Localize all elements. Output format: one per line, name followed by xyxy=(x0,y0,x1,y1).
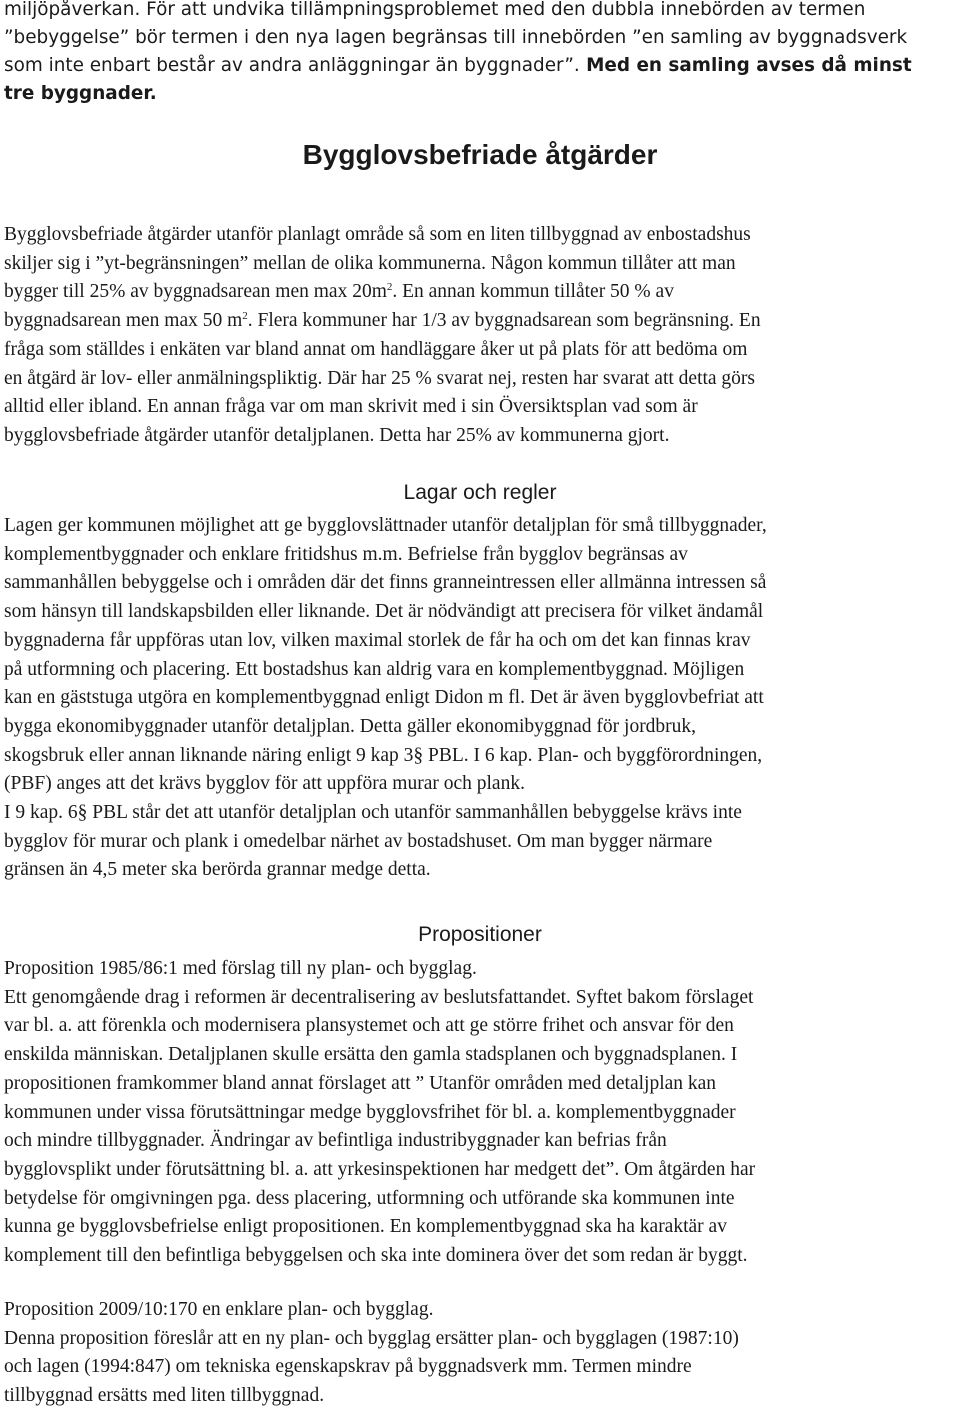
s2-line-1: Lagen ger kommunen möjlighet att ge bygglovslättnader utanför detaljplan för små tillbyggnader, xyxy=(4,515,767,536)
p1-line-6: kommunen under vissa förutsättningar medge bygglovsfrihet för bl. a. komplementbyggnader xyxy=(4,1101,736,1123)
s1-line-2b: Någon kommun tillåter att man xyxy=(485,252,736,274)
s1-superscript-2: 2 xyxy=(242,310,248,323)
s2-line-11: I 9 kap. 6§ PBL står det att utanför detaljplan och utanför sammanhållen bebyggelse krävs inte xyxy=(4,802,742,824)
s2-line-9: skogsbruk eller annan liknande näring enligt 9 kap 3§ PBL. I 6 kap. Plan- och byggförordningen, xyxy=(4,744,763,766)
s1-line-3a: bygger till 25% av byggnadsarean men max 20m xyxy=(4,281,387,303)
s2-line-13: gränsen än 4,5 meter ska berörda grannar medge detta. xyxy=(4,859,431,881)
s1-line-2 xyxy=(4,250,956,279)
s1-line-4a: byggnadsarean men max 50 m xyxy=(4,310,243,332)
s1-line-6: en åtgärd är lov- eller anmälningspliktig. Där har 25 % svarat nej, resten har svarat att detta görs xyxy=(4,367,756,389)
intro-line-3-bold: Med en samling avses då minst xyxy=(579,55,912,76)
p1-line-10: kunna ge bygglovsbefrielse enligt propositionen. En komplementbyggnad ska ha karaktär av xyxy=(4,1216,727,1238)
section-heading-propositioner: Propositioner xyxy=(418,923,542,946)
section-heading-bygglovsbefriade: Bygglovsbefriade åtgärder xyxy=(302,139,658,170)
s1-line-4 xyxy=(4,307,956,336)
intro-line-2: ”bebyggelse” bör termen i den nya lagen begränsas till innebörden ”en samling av byggnadsverk xyxy=(4,27,908,48)
s2-line-7: kan en gäststuga utgöra en komplementbyggnad enligt Didon m fl. Det är även bygglovbefriat att xyxy=(4,687,764,709)
intro-line-1: miljöpåverkan. För att undvika tillämpningsproblemet med den dubbla innebörden av termen xyxy=(4,0,866,20)
s1-line-8: bygglovsbefriade åtgärder utanför detaljplanen. Detta har 25% av kommunerna gjort. xyxy=(4,424,670,446)
s1-line-2a: skiljer sig i ”yt-begränsningen” mellan de olika kommunerna. xyxy=(4,252,486,274)
p2-line-3: och lagen (1994:847) om tekniska egenskapskrav på byggnadsverk mm. Termen mindre xyxy=(4,1356,692,1378)
proposition-1985-paragraph xyxy=(4,955,956,1271)
section2-paragraph xyxy=(4,512,956,885)
section1-paragraph xyxy=(4,221,956,451)
intro-line-3 xyxy=(4,52,956,80)
p1-line-9: betydelse för omgivningen pga. dess placering, utformning och utförande ska kommunen inte xyxy=(4,1187,735,1209)
intro-line-4: tre byggnader. xyxy=(4,83,157,104)
s1-line-5: fråga som ställdes i enkäten var bland annat om handläggare åker ut på plats för att bedöma om xyxy=(4,338,748,360)
p1-line-3: var bl. a. att förenkla och modernisera plansystemet och att ge större frihet och ansvar för den xyxy=(4,1015,734,1037)
s1-line-1: Bygglovsbefriade åtgärder utanför planlagt område så som en liten tillbyggnad av enbostadshus xyxy=(4,224,751,245)
intro-paragraph xyxy=(4,0,956,108)
s2-line-8: bygga ekonomibyggnader utanför detaljplan. Detta gäller ekonomibyggnad för jordbruk, xyxy=(4,715,697,737)
s2-line-4: som hänsyn till landskapsbilden eller liknande. Det är nödvändigt att precisera för vilket ändamål xyxy=(4,601,764,623)
section-heading-lagar-och-regler: Lagar och regler xyxy=(403,481,557,504)
s1-line-4b: . Flera kommuner har 1/3 av byggnadsarean som begränsning. En xyxy=(247,310,761,332)
p2-line-2: Denna proposition föreslår att en ny plan- och bygglag ersätter plan- och bygglagen (1987:10) xyxy=(4,1327,739,1349)
s1-line-7: alltid eller ibland. En annan fråga var om man skrivit med i sin Översiktsplan vad som är xyxy=(4,396,698,418)
s1-line-3b: . En annan kommun tillåter 50 % av xyxy=(392,281,674,303)
p1-line-1: Proposition 1985/86:1 med förslag till ny plan- och bygglag. xyxy=(4,958,477,979)
s2-line-6: på utformning och placering. Ett bostadshus kan aldrig vara en komplementbyggnad. Möjligen xyxy=(4,658,745,680)
intro-line-3-text: som inte enbart består av andra anläggningar än byggnader”. xyxy=(4,55,580,76)
p1-line-5: propositionen framkommer bland annat förslaget att ” Utanför områden med detaljplan kan xyxy=(4,1072,717,1094)
proposition-2009-paragraph xyxy=(4,1296,956,1411)
s2-line-3: sammanhållen bebyggelse och i områden där det finns granneintressen eller allmänna intressen så xyxy=(4,572,767,594)
s1-line-3 xyxy=(4,278,956,307)
p1-line-7: och mindre tillbyggnader. Ändringar av befintliga industribyggnader kan befrias från xyxy=(4,1130,667,1152)
s2-line-12: bygglov för murar och plank i omedelbar närhet av bostadshuset. Om man bygger närmare xyxy=(4,830,713,852)
p1-line-2: Ett genomgående drag i reformen är decentralisering av beslutsfattandet. Syftet bakom förslaget xyxy=(4,986,754,1008)
s2-line-10: (PBF) anges att det krävs bygglov för att uppföra murar och plank. xyxy=(4,773,525,795)
s2-line-2: komplementbyggnader och enklare fritidshus m.m. Befrielse från bygglov begränsas av xyxy=(4,543,688,565)
p1-line-8: bygglovsplikt under förutsättning bl. a. att yrkesinspektionen har medgett det”. Om åtgärden har xyxy=(4,1158,756,1180)
p1-line-4: enskilda människan. Detaljplanen skulle ersätta den gamla stadsplanen och byggnadsplanen. I xyxy=(4,1044,738,1066)
p2-line-4: tillbyggnad ersätts med liten tillbyggnad. xyxy=(4,1385,325,1407)
s1-superscript-1: 2 xyxy=(386,281,393,294)
p1-line-11: komplement till den befintliga bebyggelsen och ska inte dominera över det som redan är byggt. xyxy=(4,1245,748,1267)
s2-line-5: byggnaderna får uppföras utan lov, vilken maximal storlek de får ha och om det kan finnas krav xyxy=(4,629,751,651)
p2-line-1: Proposition 2009/10:170 en enklare plan- och bygglag. xyxy=(4,1299,434,1320)
